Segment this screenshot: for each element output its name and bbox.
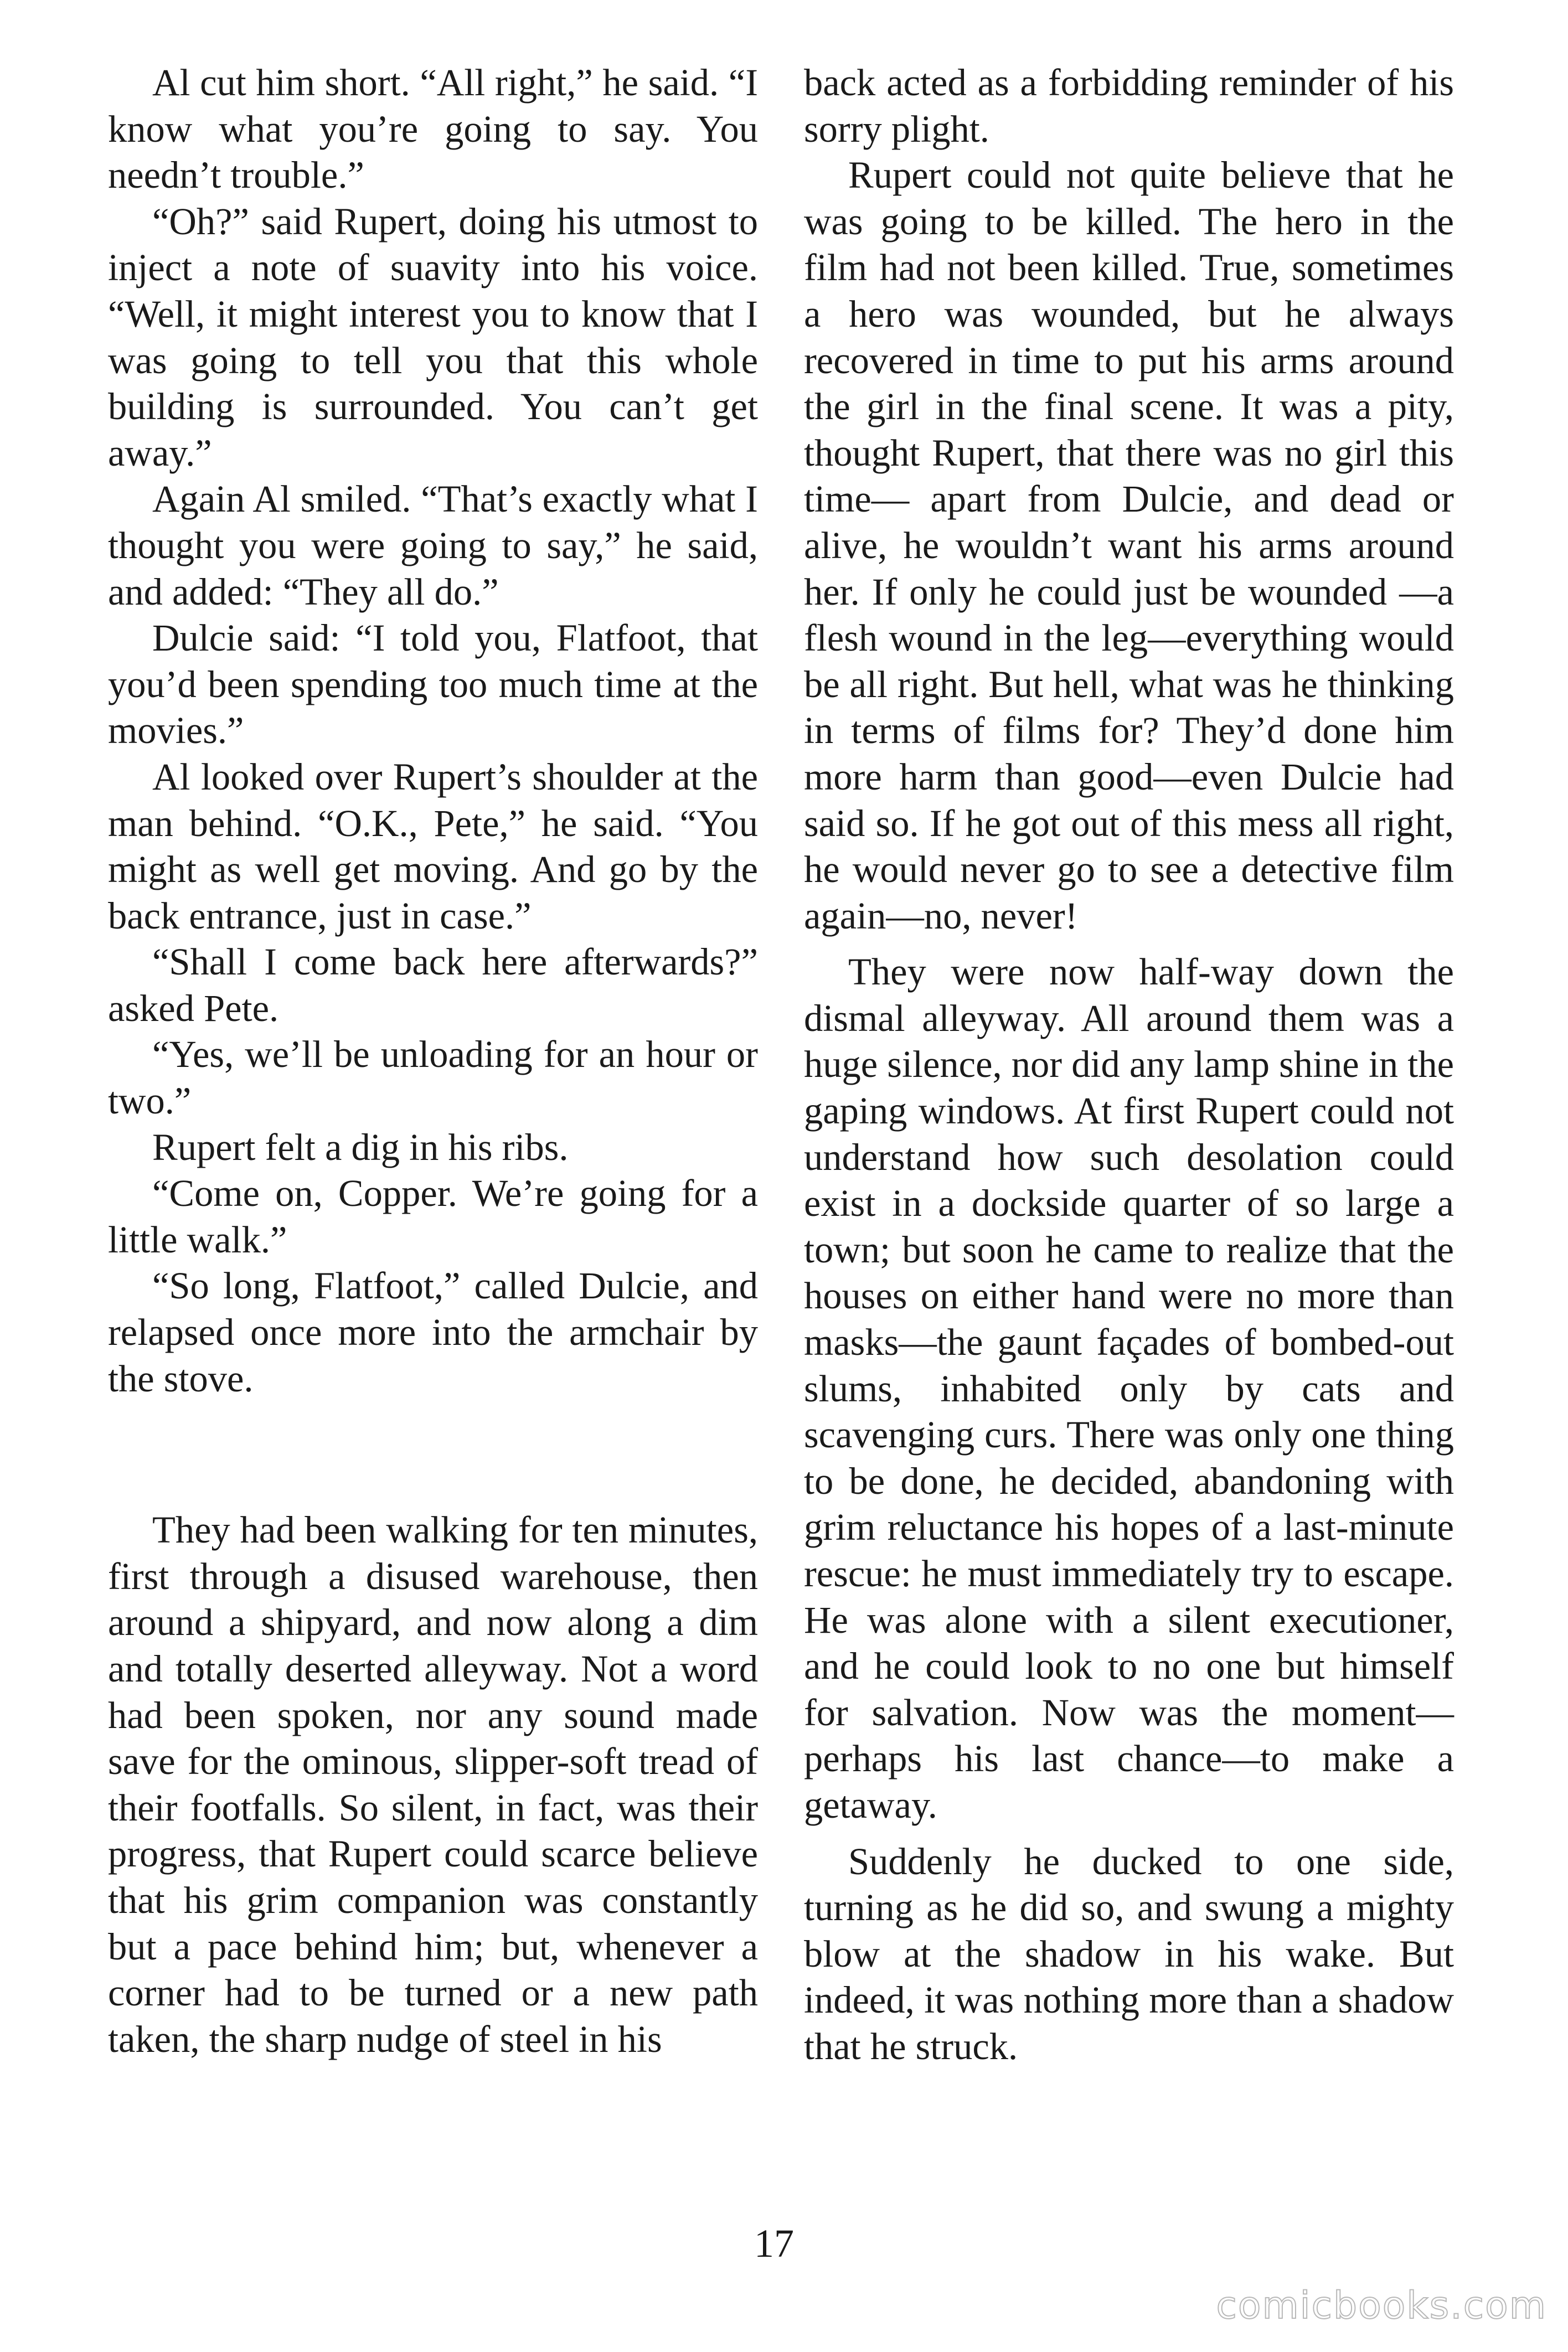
paragraph: Al looked over Rupert’s shoulder at the man behind. “O.K., Pete,” he said. “You might as well get moving. And go by the back entrance, just in case.” — [108, 755, 758, 937]
paragraph: “Come on, Copper. We’re going for a little walk.” — [108, 1172, 758, 1261]
paragraph: Al cut him short. “All right,” he said. “I know what you’re going to say. You needn’t trouble.” — [108, 61, 758, 197]
right-text-column — [804, 60, 1454, 2070]
page-number: 17 — [754, 2221, 794, 2266]
continued-paragraph: back acted as a forbidding reminder of his sorry plight. — [804, 61, 1454, 150]
paragraph: “Shall I come back here afterwards?” asked Pete. — [108, 941, 758, 1029]
paragraph: Rupert could not quite believe that he was going to be killed. The hero in the film had not been killed. True, sometimes a hero was wounded, but he always recovered in time to put his arms around the girl in the final scene. It was a pity, thought Rupert, that there was no girl this time— apart from Dulcie, and dead or alive, he wouldn’t want his arms around her. If only he could just be wounded —a flesh wound in the leg—everything would be all right. But hell, what was he thinking in terms of films for? They’d done him more harm than good—even Dulcie had said so. If he got out of this mess all right, he would never go to see a detective film again—no, never! — [804, 154, 1454, 937]
paragraph: Again Al smiled. “That’s exactly what I thought you were going to say,” he said, and added: “They all do.” — [108, 478, 758, 613]
section-paragraph: They had been walking for ten minutes, first through a disused warehouse, then around a shipyard, and now along a dim and totally deserted alleyway. Not a word had been spoken, nor any sound made save for the ominous, slipper-soft tread of their footfalls. So silent, in fact, was their progress, that Rupert could scarce believe that his grim companion was constantly but a pace behind him; but, whenever a corner had to be turned or a new path taken, the sharp nudge of steel in his — [108, 1509, 758, 2060]
paragraph: “So long, Flatfoot,” called Dulcie, and relapsed once more into the armchair by the stove. — [108, 1265, 758, 1400]
paragraph: They were now half-way down the dismal alleyway. All around them was a huge silence, nor did any lamp shine in the gaping windows. At first Rupert could not understand how such desolation could exist in a dockside quarter of so large a town; but soon he came to realize that the houses on either hand were no more than masks—the gaunt façades of bombed-out slums, inhabited only by cats and scavenging curs. There was only one thing to be done, he decided, abandoning with grim reluctance his hopes of a last-minute rescue: he must immediately try to escape. He was alone with a silent executioner, and he could look to no one but himself for salvation. Now was the moment—perhaps his last chance—to make a getaway. — [804, 951, 1454, 1826]
paragraph: Suddenly he ducked to one side, turning as he did so, and swung a mighty blow at the shadow in his wake. But indeed, it was nothing more than a shadow that he struck. — [804, 1840, 1454, 2067]
paragraph: “Yes, we’ll be unloading for an hour or two.” — [108, 1033, 758, 1122]
paragraph: “Oh?” said Rupert, doing his utmost to inject a note of suavity into his voice. “Well, it might interest you to know that I was going to tell you that this whole building is surrounded. You can’t get away.” — [108, 200, 758, 474]
paragraph: Dulcie said: “I told you, Flatfoot, that you’d been spending too much time at the movies.” — [108, 617, 758, 752]
watermark-logo: comicbooks.com — [1216, 2284, 1547, 2328]
paragraph: Rupert felt a dig in his ribs. — [152, 1126, 569, 1168]
left-text-column — [108, 60, 758, 2062]
